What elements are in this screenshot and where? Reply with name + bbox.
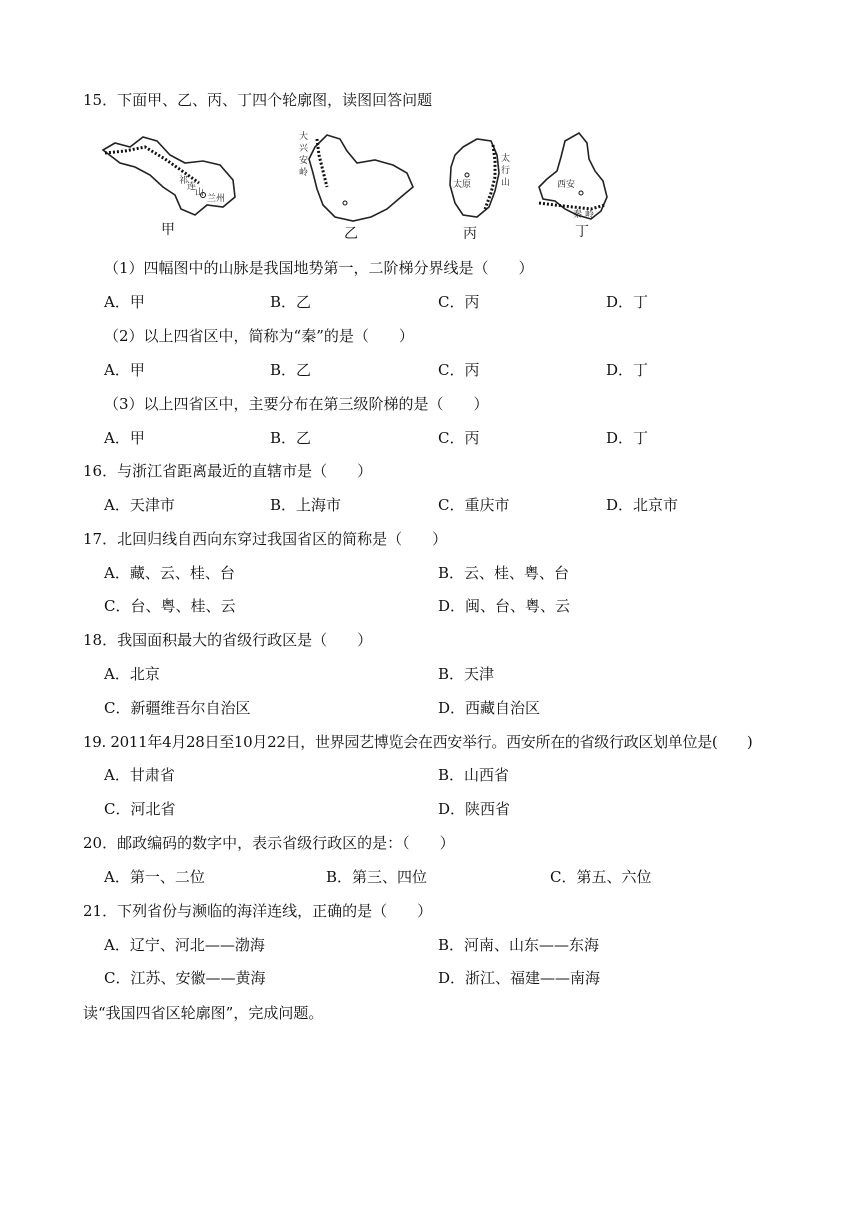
caption-bing: 丙 — [463, 226, 477, 242]
q20-option-c[interactable]: C．第五、六位 — [550, 868, 652, 886]
caption-ding: 丁 — [575, 224, 589, 240]
q17-option-c[interactable]: C．台、粤、桂、云 — [104, 597, 236, 615]
yi-label-xing: 兴 — [299, 144, 309, 154]
q20-stem: 20．邮政编码的数字中，表示省级行政区的是：（ ） — [83, 834, 455, 852]
q19-option-c[interactable]: C．河北省 — [104, 800, 176, 818]
q18-stem: 18．我国面积最大的省级行政区是（ ） — [83, 631, 373, 649]
q15-sub3-option-d[interactable]: D．丁 — [606, 429, 649, 447]
q15-sub2-option-b[interactable]: B．乙 — [270, 361, 312, 379]
yi-label-da: 大 — [299, 132, 309, 142]
q19-stem: 19. 2011年4月28日至10月22日，世界园艺博览会在西安举行。西安所在的省级行政区划单位是( ) — [83, 733, 753, 751]
q21-option-d[interactable]: D．浙江、福建——南海 — [438, 969, 601, 987]
q21-option-b[interactable]: B．河南、山东——东海 — [438, 936, 600, 954]
q15-sub1-option-d[interactable]: D．丁 — [606, 293, 649, 311]
map-yi — [299, 130, 413, 221]
ding-label-ling: 岭 — [585, 210, 595, 220]
ding-label-qin: 秦 — [573, 210, 583, 220]
q19-option-b[interactable]: B．山西省 — [438, 766, 510, 784]
bing-label-taiyuan: 太原 — [453, 180, 472, 190]
bing-label-hang: 行 — [501, 166, 511, 176]
jia-label-shan: 山 — [195, 188, 205, 198]
q18-option-d[interactable]: D．西藏自治区 — [438, 699, 541, 717]
q18-option-a[interactable]: A．北京 — [104, 665, 160, 683]
map-bing — [450, 139, 510, 217]
q15-sub1-stem: （1）四幅图中的山脉是我国地势第一，二阶梯分界线是（ ） — [104, 259, 534, 277]
q15-sub3-option-b[interactable]: B．乙 — [270, 429, 312, 447]
q20-option-a[interactable]: A．第一、二位 — [104, 868, 205, 886]
q15-sub2-option-c[interactable]: C．丙 — [438, 361, 480, 379]
province-outline-maps — [95, 125, 635, 240]
q15-sub3-option-a[interactable]: A．甲 — [104, 429, 145, 447]
q19-option-d[interactable]: D．陕西省 — [438, 800, 511, 818]
bing-label-shan: 山 — [501, 178, 511, 188]
q15-sub2-option-d[interactable]: D．丁 — [606, 361, 649, 379]
q15-sub1-option-a[interactable]: A．甲 — [104, 293, 145, 311]
closing-prompt: 读“我国四省区轮廓图”，完成问题。 — [83, 1004, 324, 1022]
q21-option-c[interactable]: C．江苏、安徽——黄海 — [104, 969, 266, 987]
q16-option-d[interactable]: D．北京市 — [606, 496, 679, 514]
jia-label-lian: 连 — [187, 182, 197, 192]
q18-option-c[interactable]: C．新疆维吾尔自治区 — [104, 699, 251, 717]
jia-label-qi: 祁 — [179, 176, 189, 186]
q16-stem: 16．与浙江省距离最近的直辖市是（ ） — [83, 462, 373, 480]
q15-sub3-stem: （3）以上四省区中，主要分布在第三级阶梯的是（ ） — [104, 395, 489, 413]
yi-label-an: 安 — [299, 156, 309, 166]
q21-option-a[interactable]: A．辽宁、河北——渤海 — [104, 936, 265, 954]
q15-sub2-stem: （2）以上四省区中，简称为“秦”的是（ ） — [104, 327, 414, 345]
caption-yi: 乙 — [344, 226, 358, 242]
q15-sub1-option-c[interactable]: C．丙 — [438, 293, 480, 311]
q15-stem: 15．下面甲、乙、丙、丁四个轮廓图，读图回答问题 — [83, 91, 433, 109]
bing-label-tai: 太 — [501, 154, 511, 164]
ding-label-xian: 西安 — [557, 180, 576, 190]
map-ding — [539, 133, 607, 220]
caption-jia: 甲 — [161, 222, 175, 238]
map-jia — [103, 137, 235, 215]
q15-sub2-option-a[interactable]: A．甲 — [104, 361, 145, 379]
q20-option-b[interactable]: B．第三、四位 — [326, 868, 428, 886]
q17-stem: 17．北回归线自西向东穿过我国省区的简称是（ ） — [83, 530, 448, 548]
q17-option-d[interactable]: D．闽、台、粤、云 — [438, 597, 571, 615]
q16-option-b[interactable]: B．上海市 — [270, 496, 342, 514]
q21-stem: 21．下列省份与濒临的海洋连线，正确的是（ ） — [83, 902, 433, 920]
q15-sub3-option-c[interactable]: C．丙 — [438, 429, 480, 447]
yi-label-ling: 岭 — [299, 168, 309, 178]
province-outline-figure — [95, 125, 635, 240]
q17-option-b[interactable]: B．云、桂、粤、台 — [438, 564, 570, 582]
q15-sub1-option-b[interactable]: B．乙 — [270, 293, 312, 311]
q19-option-a[interactable]: A．甘肃省 — [104, 766, 175, 784]
q16-option-a[interactable]: A．天津市 — [104, 496, 175, 514]
q17-option-a[interactable]: A．藏、云、桂、台 — [104, 564, 235, 582]
q18-option-b[interactable]: B．天津 — [438, 665, 495, 683]
jia-label-lanzhou: 兰州 — [207, 194, 226, 204]
q16-option-c[interactable]: C．重庆市 — [438, 496, 510, 514]
